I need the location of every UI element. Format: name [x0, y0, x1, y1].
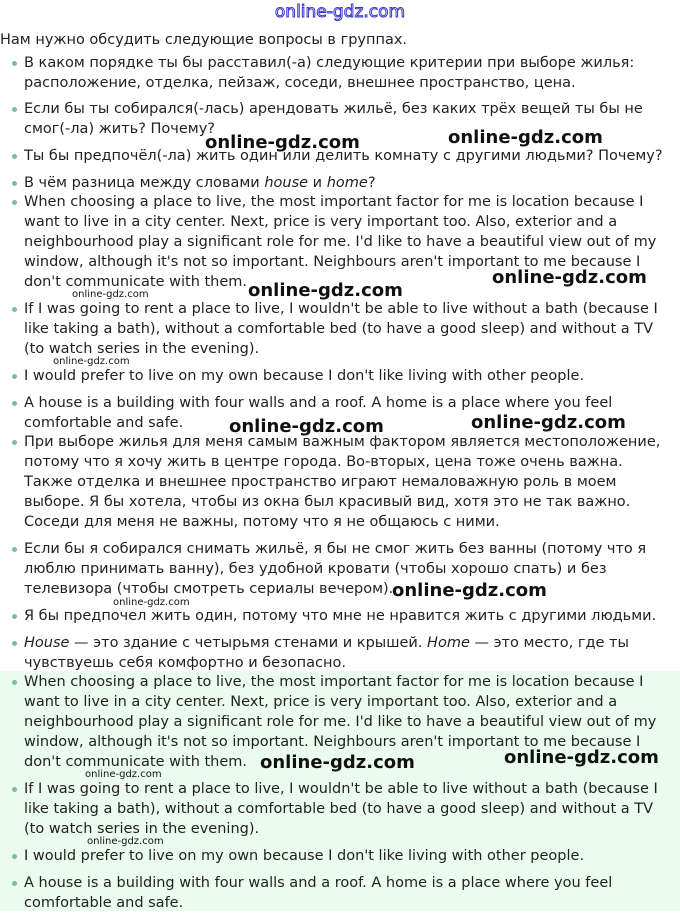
watermark-overlay: online-gdz.com	[205, 132, 360, 153]
watermark-overlay: online-gdz.com	[392, 580, 547, 601]
list-item: If I was going to rent a place to live, I wouldn't be able to live without a bath (because I like taking a bath), without a comfortable bed (to have a good sleep) and without a TV (to watch series in the evening).	[10, 299, 674, 359]
watermark-overlay: online-gdz.com	[248, 280, 403, 301]
word-house: house	[264, 175, 309, 191]
list-item: When choosing a place to live, the most important factor for me is location because I want to live in a city center. Next, price is very important too. Also, exterior and a neighbourhood play a significant role for me. I'd like to have a beautiful view out of my window, although it's not so important. Neighbours aren't important to me because I don't communicate with them.	[10, 672, 674, 772]
list-item: Ты бы предпочёл(-ла) жить один или делить комнату с другими людьми? Почему?	[10, 146, 674, 166]
list-item: A house is a building with four walls and a roof. A home is a place where you feel comfortable and safe.	[10, 873, 674, 913]
watermark-overlay-small: online-gdz.com	[53, 356, 130, 367]
item-text: и	[308, 175, 327, 191]
list-item: A house is a building with four walls and a roof. A home is a place where you feel comfortable and safe.	[10, 393, 674, 433]
watermark-overlay: online-gdz.com	[471, 412, 626, 433]
word-home: Home	[427, 635, 470, 651]
word-home: home	[326, 175, 368, 191]
watermark-overlay-small: online-gdz.com	[113, 597, 190, 608]
item-text: В чём разница между словами	[24, 175, 265, 191]
item-text: — это здание с четырьмя стенами и крышей.	[69, 635, 428, 651]
watermark-overlay: online-gdz.com	[260, 752, 415, 773]
list-item: В каком порядке ты бы расставил(-а) следующие критерии при выборе жилья: расположение, отделка, пейзаж, соседи, внешнее пространство, цена.	[10, 53, 674, 93]
item-text: ?	[367, 175, 376, 191]
list-item: Если бы я собирался снимать жильё, я бы не смог жить без ванны (потому что я люблю принимать ванну), без удобной кровати (чтобы хорошо спать) и без телевизора (чтобы смотреть сериалы вечером).	[10, 539, 674, 599]
watermark-overlay: online-gdz.com	[492, 267, 647, 288]
list-item	[10, 633, 674, 673]
watermark-overlay-small: online-gdz.com	[85, 769, 162, 780]
list-item	[10, 173, 674, 193]
intro-text: Нам нужно обсудить следующие вопросы в группах.	[0, 32, 408, 48]
list-item: При выборе жилья для меня самым важным фактором является местоположение, потому что я хочу жить в центре города. Во-вторых, цена тоже очень важна. Также отделка и внешнее пространство играют немаловажную роль в моем выборе. Я бы хотела, чтобы из окна был красивый вид, хотя это не так важно. Соседи для меня не важны, потому что я не общаюсь с ними.	[10, 432, 674, 532]
watermark-overlay: online-gdz.com	[504, 747, 659, 768]
list-item: When choosing a place to live, the most important factor for me is location because I want to live in a city center. Next, price is very important too. Also, exterior and a neighbourhood play a significant role for me. I'd like to have a beautiful view out of my window, although it's not so important. Neighbours aren't important to me because I don't communicate with them.	[10, 192, 674, 292]
word-house: House	[24, 635, 70, 651]
list-item: Я бы предпочел жить один, потому что мне не нравится жить с другими людьми.	[10, 606, 674, 626]
list-item: If I was going to rent a place to live, I wouldn't be able to live without a bath (because I like taking a bath), without a comfortable bed (to have a good sleep) and without a TV (to watch series in the evening).	[10, 779, 674, 839]
list-item: Если бы ты собирался(-лась) арендовать жильё, без каких трёх вещей ты бы не смог(-ла) жить? Почему?	[10, 99, 674, 139]
watermark-overlay-small: online-gdz.com	[72, 289, 149, 300]
site-watermark-header: online-gdz.com	[274, 2, 406, 22]
watermark-overlay-small: online-gdz.com	[87, 836, 164, 847]
list-item: I would prefer to live on my own because I don't like living with other people.	[10, 366, 674, 386]
watermark-overlay: online-gdz.com	[448, 127, 603, 148]
list-item: I would prefer to live on my own because I don't like living with other people.	[10, 846, 674, 866]
item-text: — это место, где ты чувствуешь себя комфортно и безопасно.	[24, 635, 629, 671]
watermark-overlay: online-gdz.com	[229, 416, 384, 437]
